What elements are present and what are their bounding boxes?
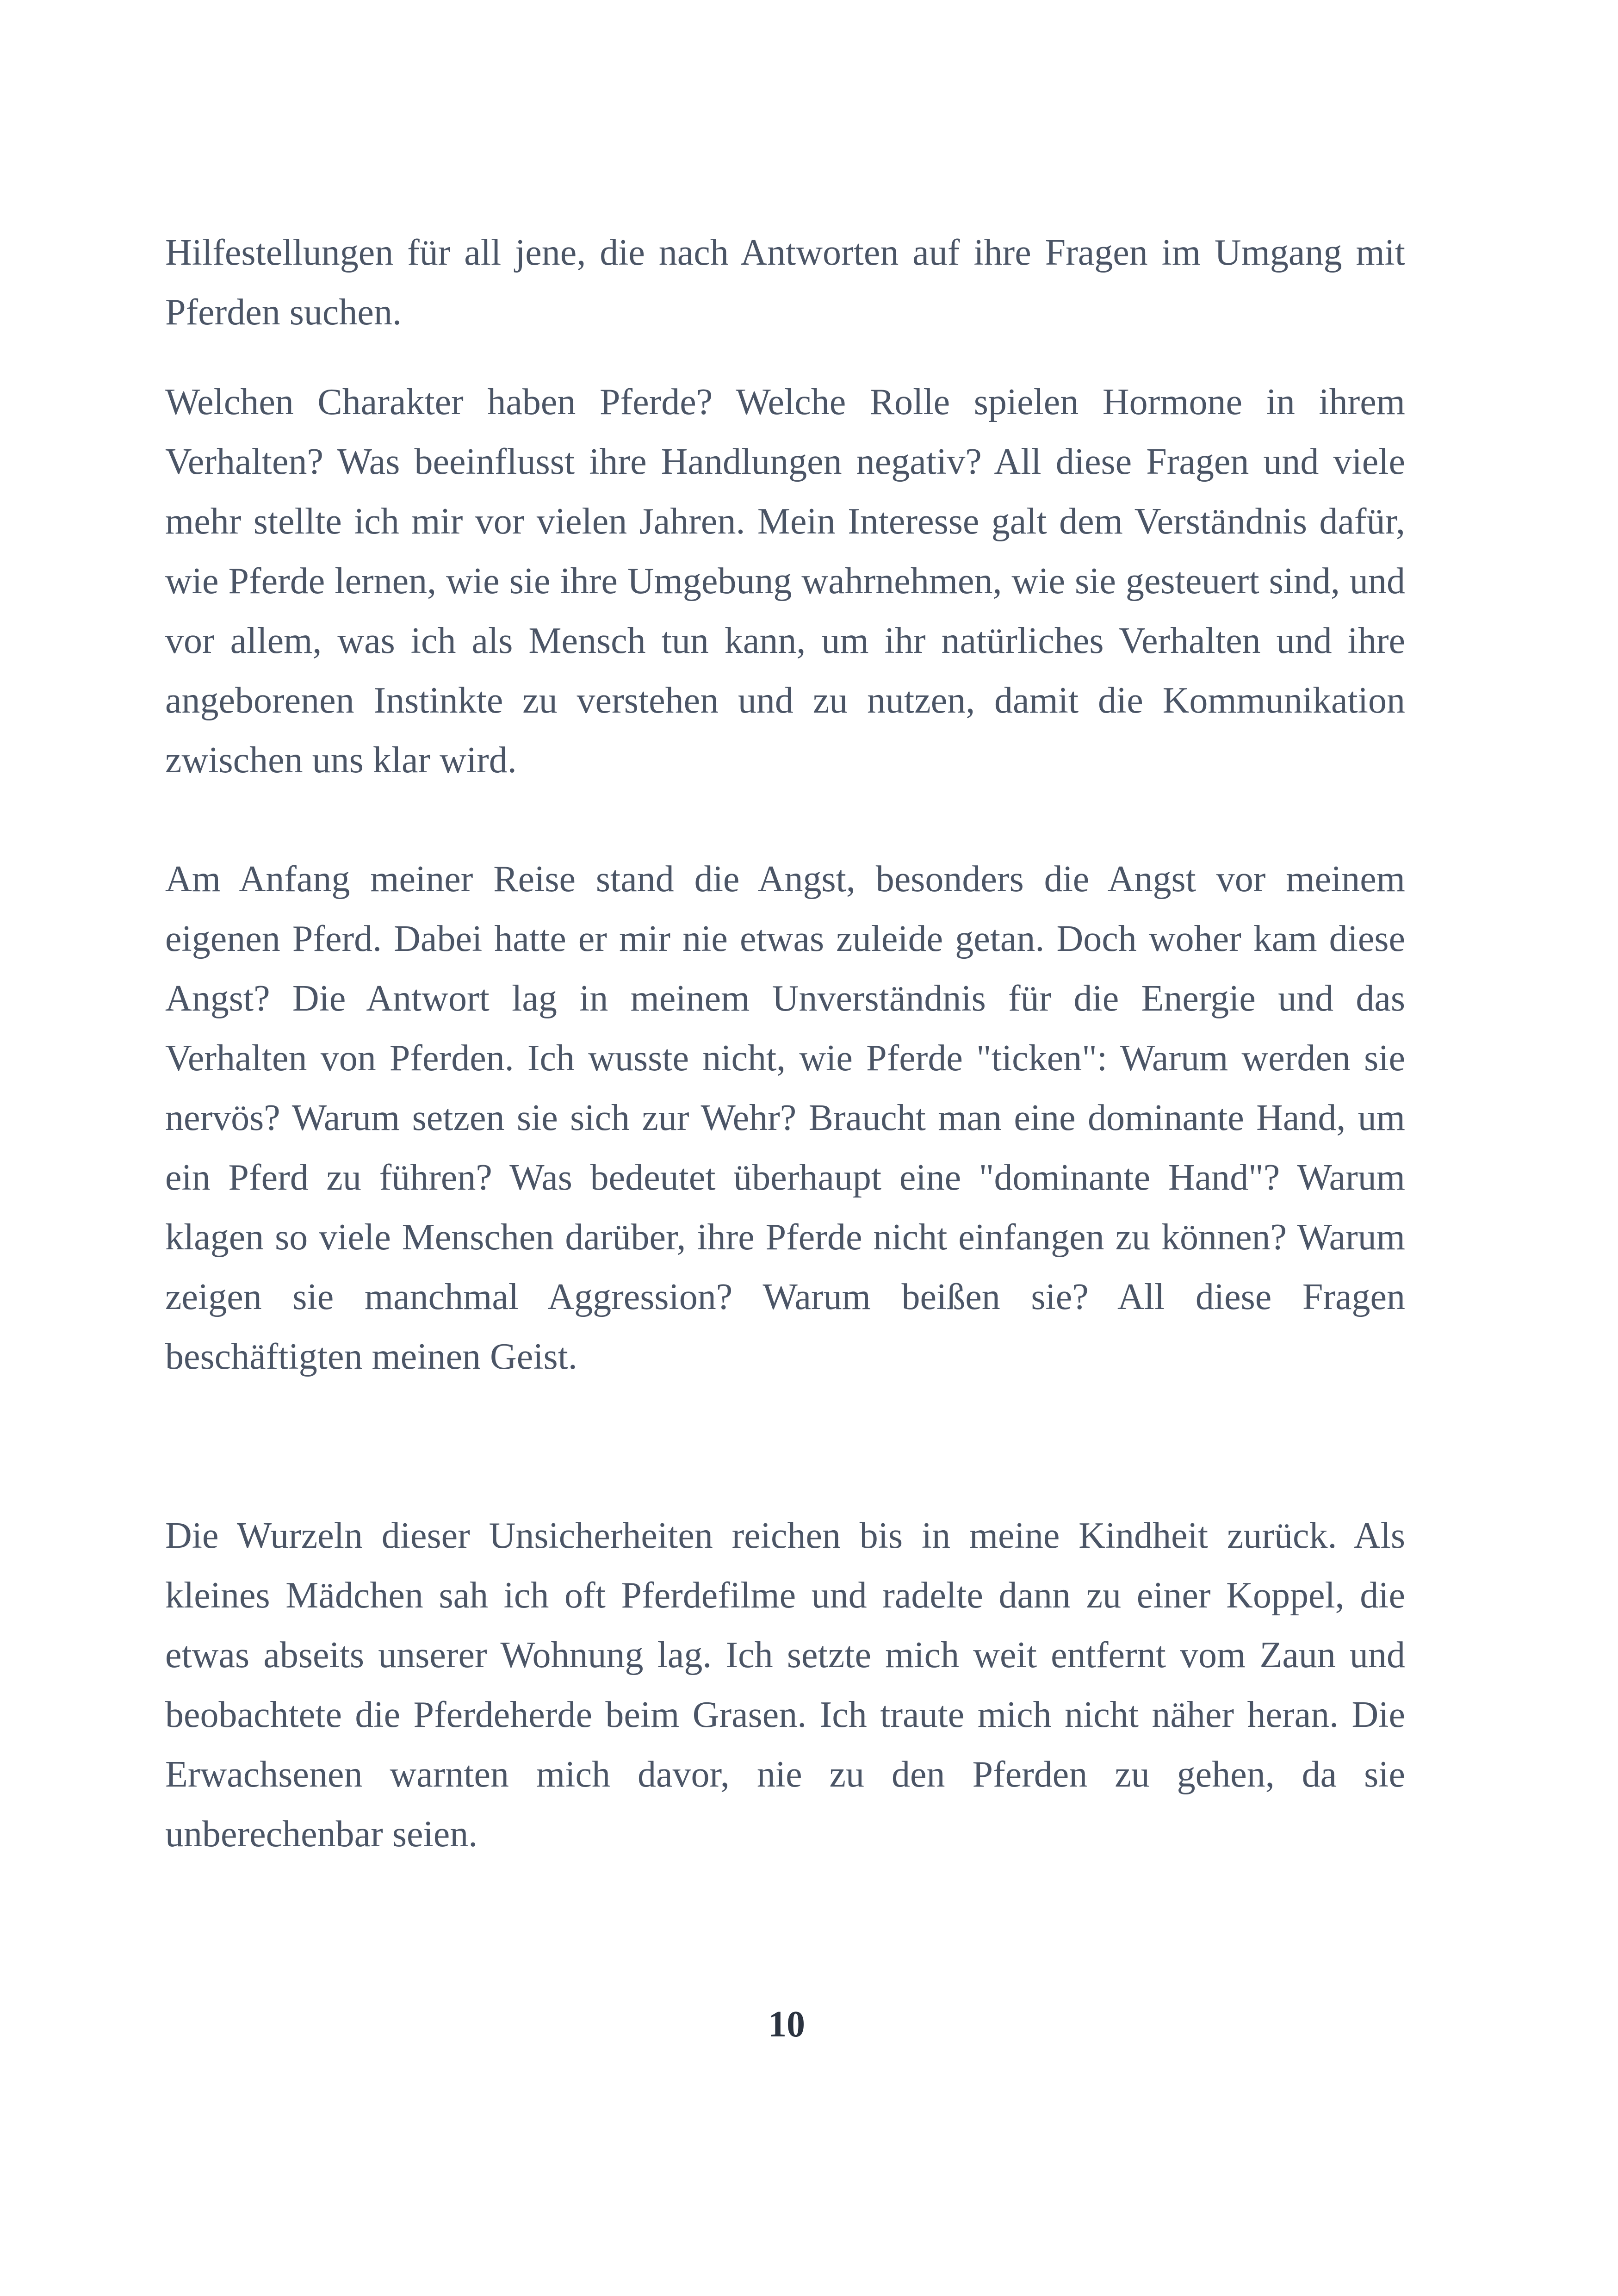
page-number: 10 — [768, 2004, 805, 2045]
paragraph-intro — [165, 223, 1405, 342]
paragraph-text: Am Anfang meiner Reise stand die Angst, besonders die Angst vor meinem eigenen Pferd. Dabei hatte er mir nie etwas zuleide getan. Doch woher kam diese Angst? Die Antwort lag in meinem Unverständnis für die Energie und das Verhalten von Pferden. Ich wusste nicht, wie Pferde "ticken": Warum werden sie nervös? Warum setzen sie sich zur Wehr? Braucht man eine dominante Hand, um ein Pferd zu führen? Was bedeutet überhaupt eine "dominante Hand"? Warum klagen so viele Menschen darüber, ihre Pferde nicht einfangen zu können? Warum zeigen sie manchmal Aggression? Warum beißen sie? All diese Fragen beschäftigten meinen Geist. — [165, 859, 1405, 1377]
paragraph-questions — [165, 372, 1405, 790]
paragraph-text: Hilfestellungen für all jene, die nach Antworten auf ihre Fragen im Umgang mit Pferden suchen. — [165, 232, 1405, 333]
paragraph-fear — [165, 850, 1405, 1387]
paragraph-text: Die Wurzeln dieser Unsicherheiten reichen bis in meine Kindheit zurück. Als kleines Mädchen sah ich oft Pferdefilme und radelte dann zu einer Koppel, die etwas abseits unserer Wohnung lag. Ich setzte mich weit entfernt vom Zaun und beobachtete die Pferdeherde beim Grasen. Ich traute mich nicht näher heran. Die Erwachsenen warnten mich davor, nie zu den Pferden zu gehen, da sie unberechenbar seien. — [165, 1515, 1405, 1855]
paragraph-text: Welchen Charakter haben Pferde? Welche Rolle spielen Hormone in ihrem Verhalten? Was beeinflusst ihre Handlungen negativ? All diese Fragen und viele mehr stellte ich mir vor vielen Jahren. Mein Interesse galt dem Verständnis dafür, wie Pferde lernen, wie sie ihre Umgebung wahrnehmen, wie sie gesteuert sind, und vor allem, was ich als Mensch tun kann, um ihr natürliches Verhalten und ihre angeborenen Instinkte zu verstehen und zu nutzen, damit die Kommunikation zwischen uns klar wird. — [165, 382, 1405, 781]
paragraph-childhood — [165, 1506, 1405, 1864]
